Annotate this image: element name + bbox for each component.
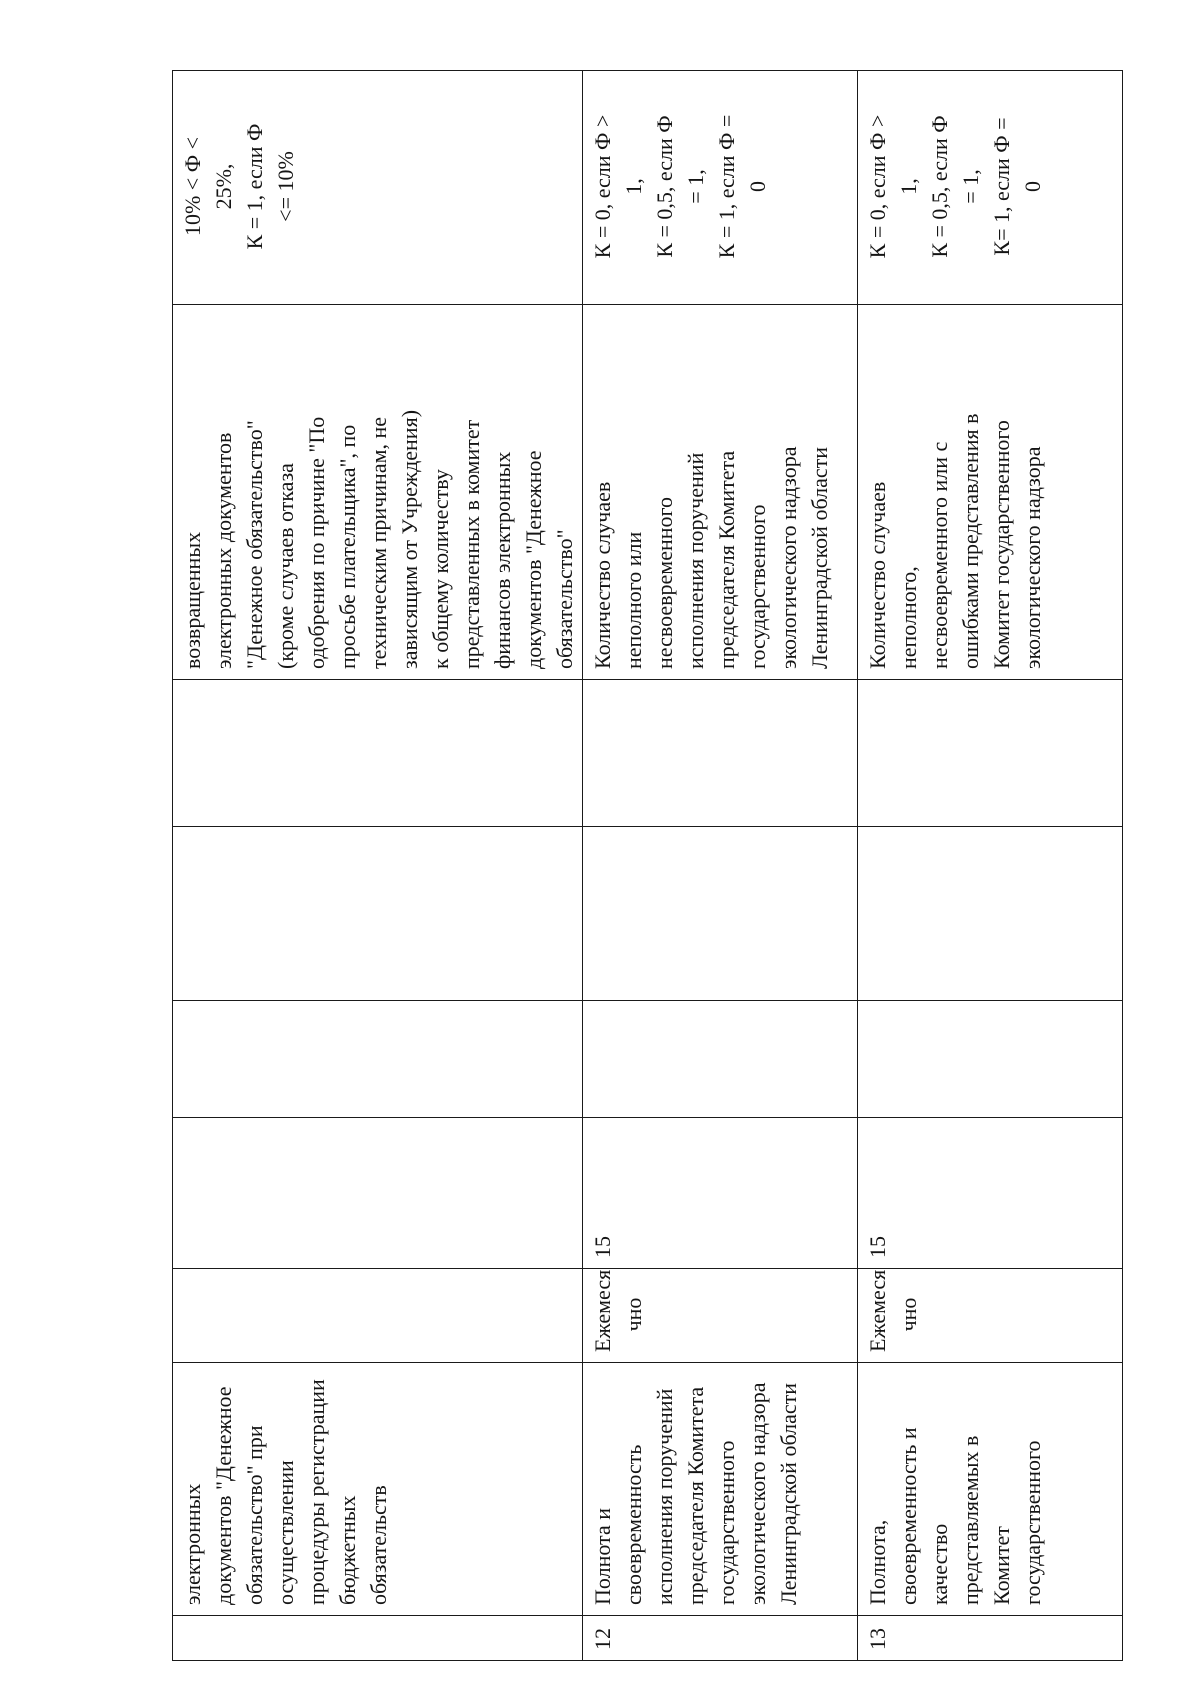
indicator-line: электронных xyxy=(180,1483,205,1605)
indicator-line: представляемых в xyxy=(958,1435,983,1605)
formula-line: государственного xyxy=(745,504,770,669)
formula-line: "Денежное обязательство" xyxy=(242,420,267,669)
period-cell xyxy=(583,1269,858,1363)
formula-line: ошибками представления в xyxy=(958,413,983,669)
indicator-line: Полнота и xyxy=(590,1508,615,1605)
formula-line: просьбе плательщика", по xyxy=(335,424,360,669)
formula-line: председателя Комитета xyxy=(714,450,739,669)
criteria-line: К = 1, если Ф = xyxy=(714,114,739,259)
criteria-line: 0 xyxy=(1020,181,1045,192)
criteria-line: К = 0, если Ф > xyxy=(865,114,890,259)
empty-cell xyxy=(173,680,583,827)
indicator-line: процедуры регистрации xyxy=(304,1379,329,1605)
indicators-table xyxy=(172,70,1123,1661)
period-cell xyxy=(858,1269,1123,1363)
empty-cell xyxy=(583,1001,858,1118)
indicator-line: обязательств xyxy=(366,1485,391,1605)
criteria-cell xyxy=(858,71,1123,305)
indicator-line: исполнения поручений xyxy=(652,1388,677,1605)
formula-cell xyxy=(858,305,1123,680)
empty-cell xyxy=(583,827,858,1001)
weight-cell xyxy=(173,1118,583,1269)
formula-line: зависящим от Учреждения) xyxy=(397,409,422,669)
indicator-line: своевременность и xyxy=(896,1427,921,1605)
formula-line: техническим причинам, не xyxy=(366,416,391,669)
weight-cell: 15 xyxy=(858,1118,1123,1269)
indicator-line: председателя Комитета xyxy=(683,1386,708,1605)
indicator-line: Ленинградской области xyxy=(776,1383,801,1605)
formula-line: экологического надзора xyxy=(1020,446,1045,669)
formula-line: несвоевременного xyxy=(652,497,677,669)
criteria-cell xyxy=(583,71,858,305)
formula-line: Ленинградской области xyxy=(807,447,832,669)
criteria-line: <= 10% xyxy=(273,151,298,222)
table-row xyxy=(173,71,583,1661)
formula-line: одобрения по причине "По xyxy=(304,416,329,669)
criteria-line: К = 0, если Ф > xyxy=(590,114,615,259)
indicator-line: бюджетных xyxy=(335,1495,360,1605)
indicator-line: осуществлении xyxy=(273,1460,298,1605)
formula-line: Количество случаев xyxy=(590,481,615,669)
formula-line: возвращенных xyxy=(180,531,205,669)
indicator-line: государственного xyxy=(714,1440,739,1605)
criteria-line: 0 xyxy=(745,181,770,192)
period-line: Ежемеся xyxy=(590,1269,615,1352)
indicator-line: экологического надзора xyxy=(745,1382,770,1605)
period-line: чно xyxy=(896,1297,921,1332)
formula-line: несвоевременного или с xyxy=(927,441,952,669)
formula-line: обязательство" xyxy=(552,529,577,669)
indicator-line: качество xyxy=(927,1523,952,1605)
formula-line: экологического надзора xyxy=(776,446,801,669)
formula-line: к общему количеству xyxy=(428,469,453,669)
empty-cell xyxy=(858,1001,1123,1118)
indicator-line: государственного xyxy=(1020,1440,1045,1605)
criteria-line: 10% < Ф < xyxy=(180,136,205,237)
empty-cell xyxy=(858,827,1123,1001)
empty-cell xyxy=(583,680,858,827)
indicator-name-cell xyxy=(173,1363,583,1616)
empty-cell xyxy=(173,1001,583,1118)
indicator-line: Полнота, xyxy=(865,1519,890,1605)
indicator-line: своевременность xyxy=(621,1444,646,1605)
formula-line: неполного, xyxy=(896,566,921,669)
indicator-line: обязательство" при xyxy=(242,1425,267,1605)
criteria-line: 1, xyxy=(621,178,646,195)
empty-cell xyxy=(173,827,583,1001)
formula-line: электронных документов xyxy=(211,432,236,669)
weight-cell: 15 xyxy=(583,1118,858,1269)
criteria-line: К = 1, если Ф xyxy=(242,123,267,250)
formula-line: неполного или xyxy=(621,531,646,669)
table-row xyxy=(858,71,1123,1661)
criteria-line: 25%, xyxy=(211,163,236,210)
period-cell xyxy=(173,1269,583,1363)
formula-line: исполнения поручений xyxy=(683,452,708,669)
criteria-line: К= 1, если Ф = xyxy=(989,117,1014,256)
formula-line: документов "Денежное xyxy=(521,450,546,669)
indicator-name-cell xyxy=(583,1363,858,1616)
empty-cell xyxy=(858,680,1123,827)
row-number-cell: 13 xyxy=(858,1616,1123,1661)
criteria-line: К = 0,5, если Ф xyxy=(927,115,952,258)
rotated-table-wrapper xyxy=(172,71,1122,1661)
criteria-line: 1, xyxy=(896,178,921,195)
formula-line: финансов электронных xyxy=(490,451,515,669)
row-number-cell: 12 xyxy=(583,1616,858,1661)
indicator-line: документов "Денежное xyxy=(211,1386,236,1605)
formula-line: Комитет государственного xyxy=(989,420,1014,669)
table-row xyxy=(583,71,858,1661)
formula-line: Количество случаев xyxy=(865,481,890,669)
row-number-cell xyxy=(173,1616,583,1661)
formula-line: представленных в комитет xyxy=(459,419,484,669)
indicator-name-cell xyxy=(858,1363,1123,1616)
criteria-cell xyxy=(173,71,583,305)
period-line: Ежемеся xyxy=(865,1269,890,1352)
criteria-line: = 1, xyxy=(683,169,708,204)
criteria-line: = 1, xyxy=(958,169,983,204)
formula-line: (кроме случаев отказа xyxy=(273,463,298,669)
criteria-line: К = 0,5, если Ф xyxy=(652,115,677,258)
indicator-line: Комитет xyxy=(989,1526,1014,1605)
formula-cell xyxy=(173,305,583,680)
formula-cell xyxy=(583,305,858,680)
period-line: чно xyxy=(621,1297,646,1332)
